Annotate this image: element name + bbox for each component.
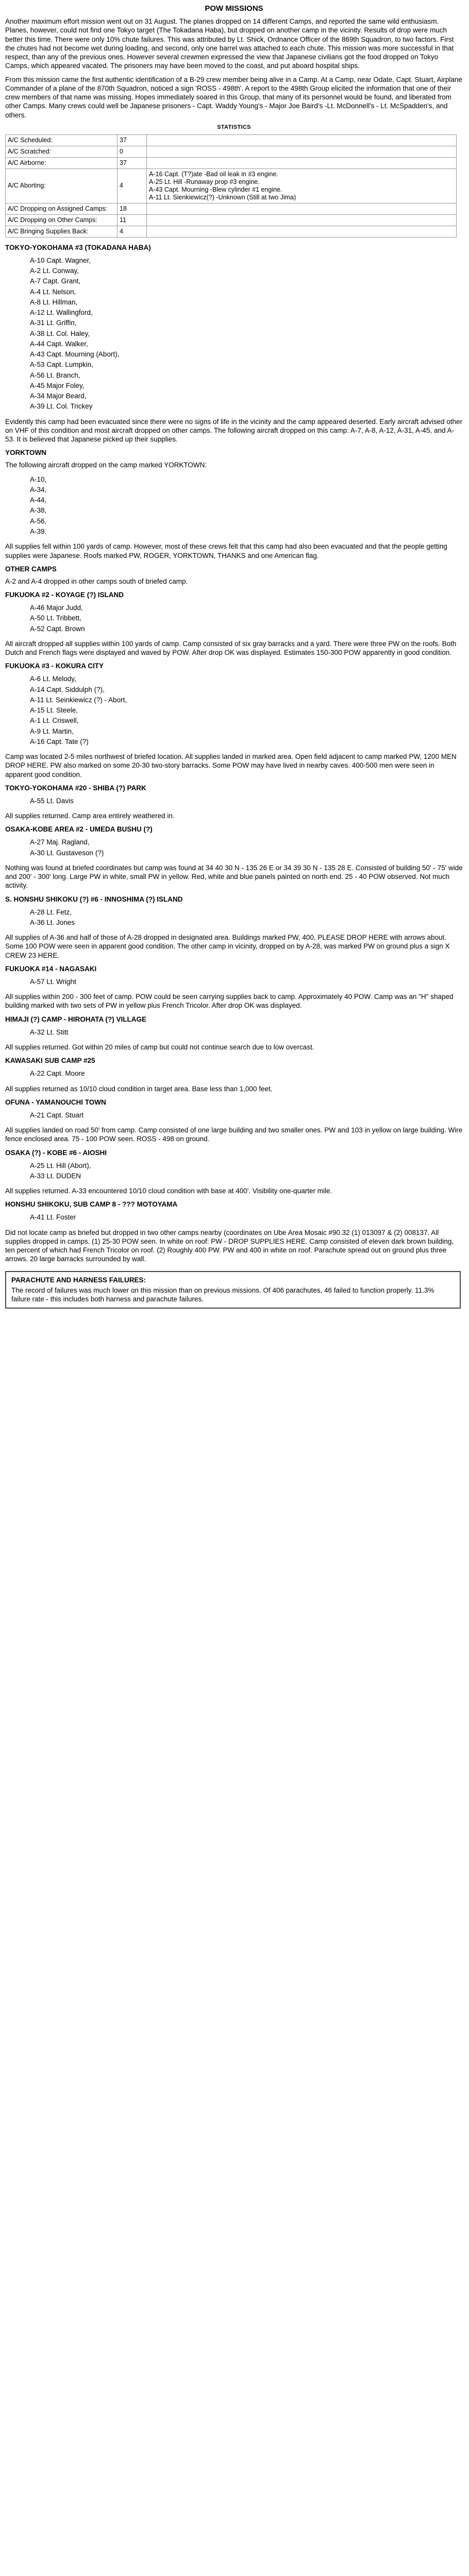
aircraft-list-item: A-38, [30, 506, 47, 515]
aircraft-list-item: A-27 Maj. Ragland, [30, 838, 90, 846]
aircraft-list-item: A-30 Lt. Gustaveson (?) [30, 849, 104, 857]
failures-title: PARACHUTE AND HARNESS FAILURES: [11, 1276, 146, 1284]
statistic-label: A/C Scratched: [6, 146, 118, 157]
camp-section [5, 895, 463, 960]
aircraft-list [5, 256, 463, 412]
aircraft-list-item: A-46 Major Judd, [30, 604, 83, 612]
aircraft-list-item: A-50 Lt. Tribbett, [30, 614, 81, 622]
aircraft-list-item: A-56 Lt. Branch, [30, 371, 80, 379]
statistic-note [147, 226, 457, 237]
intro-paragraph: From this mission came the first authentic identification of a B-29 crew member being alive in a Camp. At a Camp, near Odate, Capt. Stuart, Airplane Commander of a plane of the 870th Squadron, noticed a sign 'ROSS - 498th'. A report to the 498th Group elicited the information that one of their crew members of that name was missing. Hopes immediately soared in this Group, that many of its personnel would be found, and liberated from other Camps. Many crews could well be Japanese prisoners - Capt. Waddy Young's - Major Joe Baird's -Lt. McDonnell's - Lt. McSpadden's, and others. [5, 75, 462, 119]
aircraft-list-item: A-8 Lt. Hillman, [30, 298, 78, 306]
aircraft-list [5, 1027, 463, 1038]
aircraft-list-item: A-44 Capt. Walker, [30, 340, 88, 348]
camp-report-text: All aircraft dropped all supplies within 100 yards of camp. Camp consisted of six gray barracks and a yard. There were three PW on the roofs. Both Dutch and French flags were displayed and waved by POW. After drop OK was displayed. Estimates 150-300 POW apparently in good condition. [5, 639, 457, 657]
aircraft-list-item: A-31 Lt. Griffin, [30, 319, 77, 327]
aircraft-list [5, 474, 463, 537]
abort-note-line: A-25 Lt. Hill -Runaway prop #3 engine. [149, 178, 260, 185]
aircraft-list-item: A-36 Lt. Jones [30, 918, 75, 926]
statistics-heading: STATISTICS [217, 124, 251, 130]
aircraft-list-item: A-25 Lt. Hill (Abort), [30, 1161, 91, 1170]
camp-heading: TOKYO-YOKOHAMA #3 (TOKADANA HABA) [5, 243, 151, 251]
camp-section [5, 1098, 463, 1144]
camp-heading: HIMAJI (?) CAMP - HIROHATA (?) VILLAGE [5, 1015, 146, 1023]
camp-report-text: All supplies returned. Camp area entirely weathered in. [5, 812, 175, 820]
statistic-value: 37 [118, 134, 147, 146]
aircraft-list-item: A-9 Lt. Martin, [30, 727, 74, 735]
camp-report-text: All supplies fell within 100 yards of camp. However, most of these crews felt that this camp had also been evacuated and that the people getting supplies were Japanese. Roofs marked PW, ROGER, YORKTOWN, THANKS and one American flag. [5, 543, 447, 560]
statistic-note [147, 203, 457, 214]
statistic-label: A/C Dropping on Other Camps: [6, 214, 118, 226]
statistic-label: A/C Scheduled: [6, 134, 118, 146]
statistic-label: A/C Airborne: [6, 157, 118, 168]
statistics-row [6, 226, 457, 237]
camp-section [5, 1200, 463, 1263]
camp-heading: TOKYO-YOKOHAMA #20 - SHIBA (?) PARK [5, 784, 146, 792]
statistic-label: A/C Aborting: [6, 168, 118, 203]
aircraft-list [5, 1069, 463, 1079]
aircraft-list-item: A-14 Capt. Siddulph (?), [30, 685, 105, 693]
camp-report-text: All supplies returned. Got within 20 miles of camp but could not continue search due to low overcast. [5, 1043, 314, 1051]
camp-report-text: All supplies landed on road 50' from camp. Camp consisted of one large building and two smaller ones. PW and 103 in yellow on large building. Wire fence enclosed area. 75 - 100 POW seen. ROSS - 498 on ground. [5, 1126, 463, 1143]
aircraft-list-item: A-15 Lt. Steele, [30, 706, 78, 715]
aircraft-list-item: A-33 Lt. DUDEN [30, 1172, 81, 1180]
aircraft-list-item: A-10, [30, 475, 47, 483]
statistic-value: 4 [118, 168, 147, 203]
camp-report-text: Evidently this camp had been evacuated since there were no signs of life in the vicinity and the camp appeared deserted. Early aircraft advised other on VHF of this condition and most aircraft dropped on other camps. The following aircraft dropped on this camp: A-7, A-8, A-12, A-31, A-45, and A-53. It is believed that Japanese picked up their supplies. [5, 417, 463, 444]
statistic-value: 18 [118, 203, 147, 214]
document [5, 4, 463, 1309]
aircraft-list-item: A-32 Lt. Stitt [30, 1028, 69, 1036]
intro [5, 17, 463, 120]
abort-note-line: A-16 Capt. (T?)ate -Bad oil leak in #3 engine. [149, 170, 278, 178]
statistics-row [6, 203, 457, 214]
aircraft-list-item: A-57 Lt. Wright [30, 977, 76, 986]
statistic-value: 11 [118, 214, 147, 226]
aircraft-list-item: A-2 Lt. Conway, [30, 267, 79, 275]
statistic-note [147, 146, 457, 157]
aircraft-list-item: A-52 Capt. Brown [30, 624, 85, 633]
aircraft-list [5, 1110, 463, 1121]
camp-section [5, 965, 463, 1010]
aircraft-list-item: A-41 Lt. Foster [30, 1213, 76, 1222]
camp-heading: KAWASAKI SUB CAMP #25 [5, 1057, 95, 1065]
aircraft-list-item: A-28 Lt. Fetz, [30, 908, 72, 916]
aircraft-list-item: A-45 Major Foley, [30, 381, 85, 389]
statistic-note [147, 134, 457, 146]
camp-section [5, 662, 463, 779]
camp-section [5, 449, 463, 560]
camp-report-text: All supplies returned as 10/10 cloud condition in target area. Base less than 1,000 feet. [5, 1084, 273, 1093]
camp-report-text: Did not locate camp as briefed but dropped in two other camps nearby (coordinates on Ube Area Mosaic #90.32 (1) 013097 & (2) 008137. All supplies dropped in camps. (1) 25-30 POW seen. In white on roof: PW - DROP SUPPLIES HERE. Camp consisted of eleven dark brown building, ten percent of which had French Tricolor on roof. (2) Roughly 400 PW. PW and 400 in white on roof. Parachute spread out on ground plus three arrows. 20 large barracks surrounded by wall. [5, 1228, 454, 1263]
aircraft-list-item: A-1 Lt. Criswell, [30, 717, 79, 725]
statistics-row [6, 134, 457, 146]
camp-heading: OFUNA - YAMANOUCHI TOWN [5, 1098, 106, 1106]
camp-report-text: All supplies within 200 - 300 feet of camp. POW could be seen carrying supplies back to camp. Approximately 40 POW. Camp was an "H" shaped building marked with two sets of PW in yellow plus French Tricolor. After drop OK was displayed. [5, 993, 454, 1010]
camp-heading: OSAKA-KOBE AREA #2 - UMEDA BUSHU (?) [5, 825, 153, 834]
statistics-row [6, 214, 457, 226]
aircraft-list-item: A-34 Major Beard, [30, 392, 87, 400]
statistic-note [147, 214, 457, 226]
camp-intro-text: The following aircraft dropped on the camp marked YORKTOWN: [5, 461, 207, 469]
statistic-value: 0 [118, 146, 147, 157]
camp-report-text: All supplies of A-36 and half of those of A-28 dropped in designated area. Buildings marked PW, 400, PLEASE DROP HERE with arrows about. Some 100 POW were seen in apparent good condition. The other camp in vicinity, dropped on by A-28, was marked PW on ground plus a sign X CREW 23 HERE. [5, 934, 450, 959]
aircraft-list-item: A-55 Lt. Davis [30, 796, 74, 805]
aircraft-list-item: A-4 Lt. Nelson, [30, 287, 76, 296]
camp-heading: FUKUOKA #2 - KOYAGE (?) ISLAND [5, 591, 124, 599]
aircraft-list-item: A-44, [30, 496, 47, 504]
camp-report-text: Camp was located 2-5 miles northwest of briefed location. All supplies landed in marked area. Open field adjacent to camp marked PW, 1200 MEN DROP HERE. PW also marked on some 20-30 two-story barracks. Some POW may have lived in nearby caves. 400-500 men were seen in apparent good condition. [5, 753, 457, 778]
parachute-failures-box [5, 1271, 461, 1309]
aircraft-list [5, 674, 463, 747]
intro-paragraph: Another maximum effort mission went out on 31 August. The planes dropped on 14 different Camps, and reported the same wild enthusiasm. Planes, however, could not find one Tokyo target (The Tokadana Haba), but dropped on another camp in the vicinity. Results of drop were much better this time. There were only 10% chute failures. This was attributed by Lt. Shick, Ordnance Officer of the 869th Squadron, to two factors. First the chutes had not become wet during loading, and second, only one barrel was attached to each chute. This mission was more successful in that respect, than any of the previous ones. However several crewmen expressed the view that Japanese civilians got the food dropped on Tokyo Camps, which appeared vacated. The prisoners may have been moved to the coast, and put aboard hospital ships. [5, 18, 454, 70]
mission-sections [5, 244, 463, 1264]
camp-heading: S. HONSHU SHIKOKU (?) #6 - INNOSHIMA (?) ISLAND [5, 895, 183, 903]
camp-heading: OTHER CAMPS [5, 565, 57, 573]
statistic-label: A/C Dropping on Assigned Camps: [6, 203, 118, 214]
aircraft-list-item: A-16 Capt. Tate (?) [30, 737, 89, 745]
aircraft-list [5, 977, 463, 987]
camp-report-text: Nothing was found at briefed coordinates but camp was found at 34 40 30 N - 135 26 E or 34 39 30 N - 135 28 E. Consisted of building 50' - 75' wide and 200' - 300' long. Large PW in white, small PW in yellow. Red, white and blue panels painted on north end. 25 - 40 POW observed. Not much activity. [5, 863, 463, 890]
aircraft-list-item: A-10 Capt. Wagner, [30, 256, 91, 264]
aircraft-list-item: A-22 Capt. Moore [30, 1070, 85, 1078]
camp-section [5, 784, 463, 821]
statistic-value: 37 [118, 157, 147, 168]
aircraft-list-item: A-12 Lt. Wallingford, [30, 309, 93, 317]
aircraft-list-item: A-39. [30, 527, 47, 535]
camp-section [5, 825, 463, 890]
statistics-row [6, 146, 457, 157]
camp-section [5, 1057, 463, 1093]
aircraft-list [5, 1212, 463, 1223]
aircraft-list [5, 907, 463, 928]
aircraft-list-item: A-7 Capt. Grant, [30, 277, 81, 285]
aircraft-list [5, 1161, 463, 1182]
statistic-note [147, 157, 457, 168]
camp-heading: OSAKA (?) - KOBE #6 - AIOSHI [5, 1148, 107, 1157]
failures-text: The record of failures was much lower on this mission than on previous missions. Of 406 parachutes, 46 failed to function properly. 11.3% failure rate - this includes both harness and parachute failures. [11, 1286, 434, 1303]
statistic-note [147, 168, 457, 203]
aircraft-list-item: A-34, [30, 485, 47, 494]
aircraft-list [5, 603, 463, 634]
camp-section [5, 591, 463, 657]
aircraft-list-item: A-56, [30, 517, 47, 525]
aircraft-list-item: A-38 Lt. Col. Haley, [30, 329, 90, 337]
aircraft-list [5, 837, 463, 858]
aircraft-list-item: A-11 Lt. Seinkiewicz (?) - Abort, [30, 696, 127, 704]
camp-section [5, 565, 463, 586]
camp-section [5, 1149, 463, 1196]
statistics-table [5, 134, 457, 238]
page-title: POW MISSIONS [205, 4, 263, 13]
camp-heading: YORKTOWN [5, 449, 46, 457]
camp-heading: HONSHU SHIKOKU, SUB CAMP 8 - ??? MOTOYAMA [5, 1200, 178, 1209]
camp-section [5, 244, 463, 444]
statistics-row [6, 157, 457, 168]
statistic-value: 4 [118, 226, 147, 237]
aircraft-list-item: A-43 Capt. Mourning (Abort), [30, 350, 120, 359]
abort-note-line: A-11 Lt. Sienkiewicz(?) -Unknown (Still at Iwo Jima) [149, 193, 296, 201]
camp-report-text: A-2 and A-4 dropped in other camps south of briefed camp. [5, 577, 188, 585]
aircraft-list [5, 796, 463, 806]
camp-heading: FUKUOKA #3 - KOKURA CITY [5, 662, 104, 670]
camp-heading: FUKUOKA #14 - NAGASAKI [5, 964, 97, 973]
camp-section [5, 1015, 463, 1052]
aircraft-list-item: A-21 Capt. Stuart [30, 1111, 84, 1119]
abort-note-line: A-43 Capt. Mourning -Blew cylinder #1 engine. [149, 185, 282, 193]
statistic-label: A/C Bringing Supplies Back: [6, 226, 118, 237]
statistics-row [6, 168, 457, 203]
aircraft-list-item: A-6 Lt. Melody, [30, 675, 76, 683]
aircraft-list-item: A-39 Lt. Col. Trickey [30, 402, 93, 411]
aircraft-list-item: A-53 Capt. Lumpkin, [30, 361, 94, 369]
camp-report-text: All supplies returned. A-33 encountered 10/10 cloud condition with base at 400'. Visibility one-quarter mile. [5, 1187, 332, 1195]
